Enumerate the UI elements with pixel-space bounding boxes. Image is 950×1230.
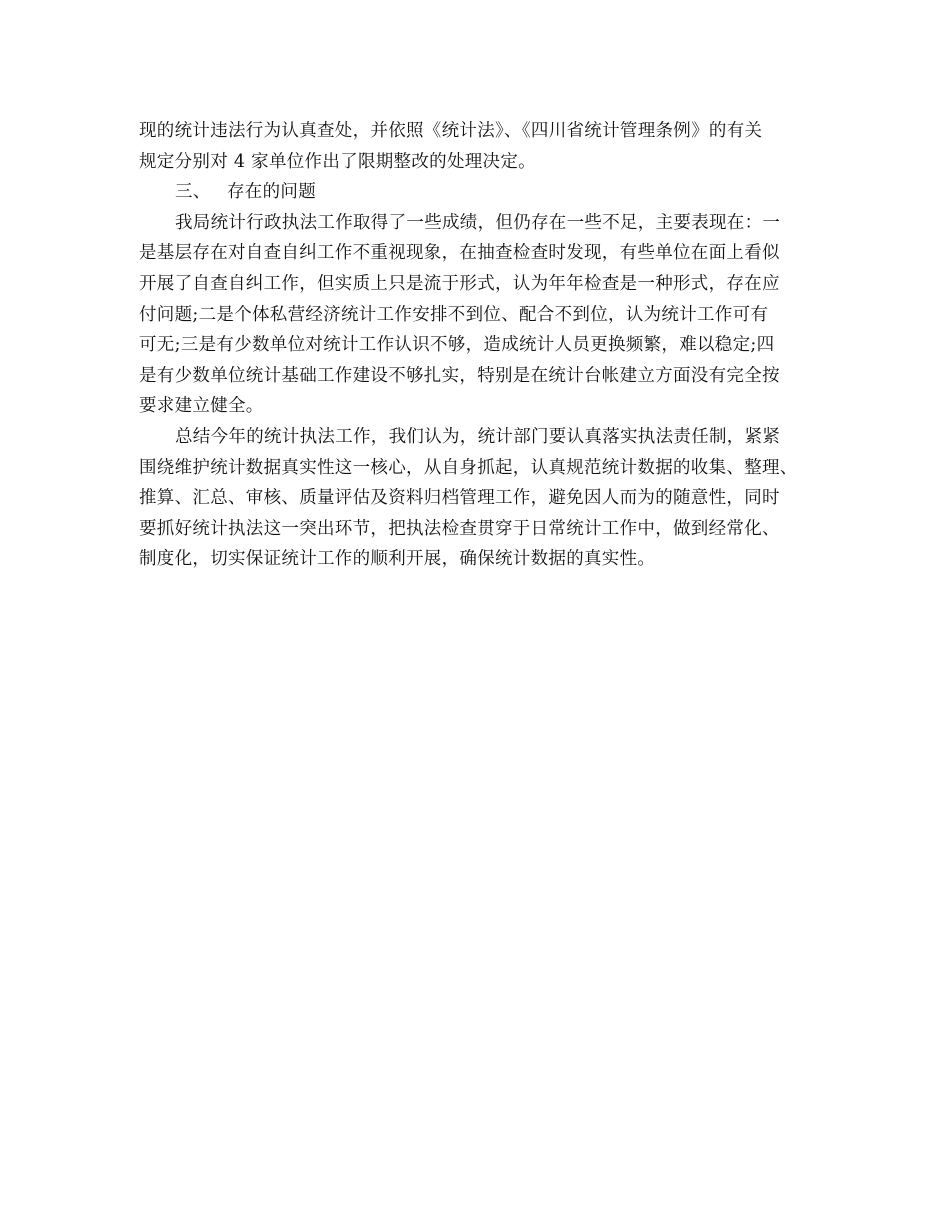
section-number: 三、 [175,182,211,203]
problems-paragraph [139,208,829,422]
paragraph-line: 开展了自查自纠工作，但实质上只是流于形式，认为年年检查是一种形式，存在应 [139,273,780,294]
paragraph-line: 要抓好统计执法这一突出环节，把执法检查贯穿于日常统计工作中，做到经常化、 [139,518,780,539]
paragraph-line: 规定分别对 4 家单位作出了限期整改的处理决定。 [139,151,536,172]
summary-paragraph [139,422,829,575]
paragraph-line: 制度化，切实保证统计工作的顺利开展，确保统计数据的真实性。 [139,549,656,570]
document-body [139,116,829,575]
paragraph-line: 我局统计行政执法工作取得了一些成绩，但仍存在一些不足，主要表现在：一 [175,212,781,233]
continuation-paragraph [139,116,829,177]
section-title: 存在的问题 [227,182,316,203]
section-heading [139,177,829,208]
paragraph-line: 可无;三是有少数单位对统计工作认识不够，造成统计人员更换频繁，难以稳定;四 [139,335,775,356]
paragraph-line: 付问题;二是个体私营经济统计工作安排不到位、配合不到位，认为统计工作可有 [139,304,769,325]
paragraph-line: 现的统计违法行为认真查处，并依照《统计法》、《四川省统计管理条例》的有关 [139,121,763,141]
paragraph-line: 围绕维护统计数据真实性这一核心，从自身抓起，认真规范统计数据的收集、整理、 [139,457,798,478]
paragraph-line: 是有少数单位统计基础工作建设不够扎实，特别是在统计台帐建立方面没有完全按 [139,365,780,386]
paragraph-line: 推算、汇总、审核、质量评估及资料归档管理工作，避免因人而为的随意性，同时 [139,488,780,509]
paragraph-line: 是基层存在对自查自纠工作不重视现象，在抽查检查时发现，有些单位在面上看似 [139,243,780,264]
paragraph-line: 要求建立健全。 [139,396,264,417]
paragraph-line: 总结今年的统计执法工作，我们认为，统计部门要认真落实执法责任制，紧紧 [175,426,781,447]
